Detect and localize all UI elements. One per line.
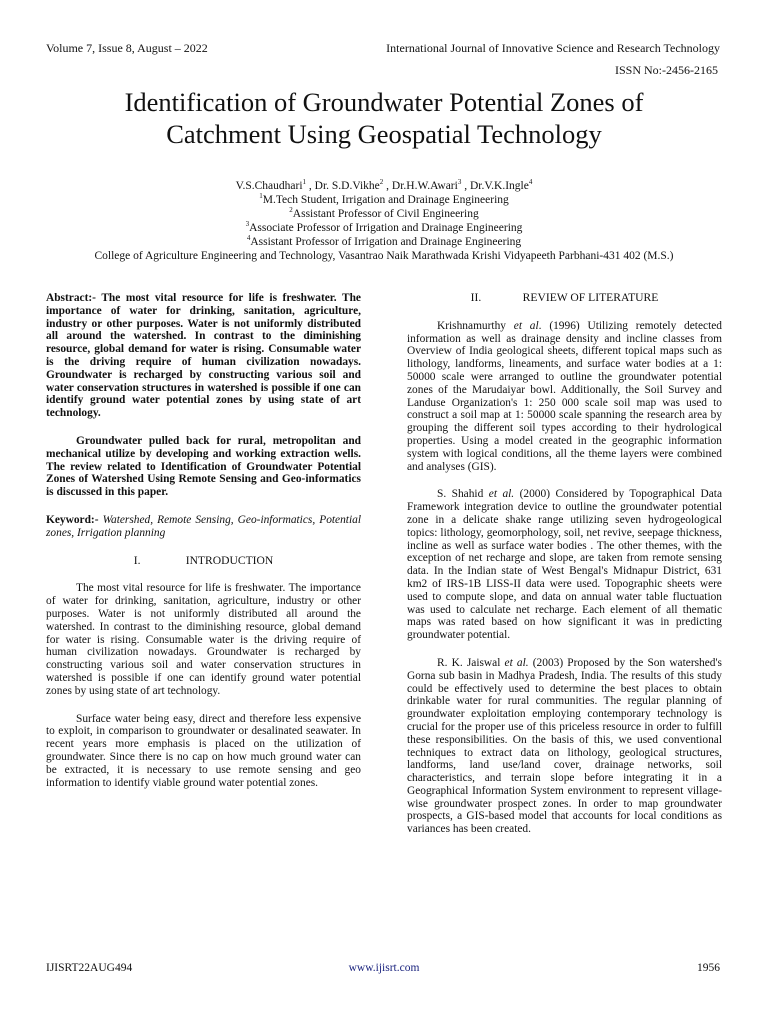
affiliation-mark: 3: [245, 220, 250, 228]
affiliation-mark: 4: [246, 234, 251, 242]
author-separator: ,: [461, 180, 470, 192]
citation-author: S. Shahid: [437, 488, 484, 501]
keywords: [46, 514, 361, 540]
affiliation-text: Assistant Professor of Civil Engineering: [292, 208, 479, 220]
author-separator: ,: [306, 180, 315, 192]
title-line-2: Catchment Using Geospatial Technology: [166, 119, 602, 149]
affiliation-mark: 2: [379, 178, 384, 186]
paragraph-text: . (1996) Utilizing remotely detected information as well as drainage density and incline classes from Overview of India geological sheets, different topical maps such as lithology, landforms, lineaments, and surface water bodies at a 1: 50000 scale were arranged to outline the groundwater potential zones of the Marudaiyar bowl. Additionally, the Soil Survey and Landuse Organization's 1: 250 000 scale soil map was used to construct a soil map at 1: 50000 scale spanning the research area by grouping the different soil types according to their hydrological properties. Using a model created in the geographic information system with logical conditions, all the theme layers were combined and analyses (GIS).: [407, 319, 723, 473]
author-list: [30, 179, 738, 193]
citation-author: R. K. Jaiswal: [437, 656, 501, 669]
section-number: II.: [470, 291, 482, 304]
affiliation-mark: 4: [528, 178, 533, 186]
paragraph-text: (2000) Considered by Topographical Data Framework integration device to outline the groundwater potential zone in a delicate shake range utilizing seven hydrogeological topics: lithology, geomorphology, soil, net revive, seepage thickness, incline as well as surface water bodies . The other themes, with the exception of net recharge and slope, are taken from remote sensing data. In the Indian state of West Bengal's Midnapur District, 631 km2 of IRS-1B LISS-II data were used. Topographic sheets were used to compute slope, and data on annual water table fluctuation was used to calculate net recharge. Each element of all thematic maps was rated based on how significant it was in predicting groundwater potential.: [407, 488, 723, 642]
citation-author: Krishnamurthy: [437, 319, 506, 332]
affiliation-mark: 2: [289, 206, 293, 214]
affiliation: [30, 221, 738, 235]
affiliation-text: M.Tech Student, Irrigation and Drainage Engineering: [262, 194, 509, 206]
section-heading-introduction: [46, 555, 361, 568]
section-heading-review: [407, 292, 722, 305]
right-column: [407, 292, 722, 836]
college-affiliation: College of Agriculture Engineering and Technology, Vasantrao Naik Marathwada Krishi Vidyapeeth Parbhani-431 402 (M.S.): [94, 250, 674, 262]
section-number: I.: [133, 553, 141, 567]
body-paragraph: The most vital resource for life is freshwater. The importance of water for drinking, sanitation, agriculture, industry or other purposes. Water is not uniformly distributed all around the watershed. In contrast to the diminishing resource, global demand for water is rising. Consumable water is the driving require of human civilization nowadays. Groundwater is recharged by constructing various soil and water conservation structures in watershed is possible if one can identify ground water potential zones by using state of art technology.: [46, 582, 361, 697]
section-title: INTRODUCTION: [185, 553, 274, 567]
affiliation-text: Associate Professor of Irrigation and Drainage Engineering: [249, 222, 523, 234]
author-name: Dr.H.W.Awari: [391, 180, 458, 192]
page-number: 1956: [697, 962, 720, 974]
author-name: Dr. S.D.Vikhe: [314, 180, 380, 192]
keywords-text: Watershed, Remote Sensing, Geo-informatics, Potential zones, Irrigation planning: [46, 513, 361, 539]
author-block: [30, 179, 738, 263]
journal-volume: Volume 7, Issue 8, August – 2022: [46, 41, 208, 55]
abstract-paragraph: Abstract:- The most vital resource for life is freshwater. The importance of water for drinking, sanitation, agriculture, industry or other purposes. Water is not uniformly distributed all around the watershed. In contrast to the diminishing resource, global demand for water is rising. Consumable water is the driving require of human civilization nowadays. Groundwater is recharged by constructing various soil and water conservation structures in watershed is possible if one can identify ground water potential zones by using state of art technology.: [46, 292, 361, 420]
author-name: Dr.V.K.Ingle: [469, 180, 529, 192]
affiliation-mark: 1: [302, 178, 307, 186]
journal-name: International Journal of Innovative Science and Research Technology: [386, 41, 720, 55]
citation-etal: et al.: [488, 488, 515, 501]
body-paragraph: [407, 320, 722, 474]
affiliation-mark: 3: [457, 178, 462, 186]
abstract-paragraph: Groundwater pulled back for rural, metropolitan and mechanical utilize by developing and working extraction wells. The review related to Identification of Groundwater Potential Zones of Watershed Using Remote Sensing and Geo-informatics is discussed in this paper.: [46, 434, 361, 499]
body-paragraph: [407, 488, 722, 642]
citation-etal: et al: [513, 319, 539, 332]
affiliation: [30, 235, 738, 249]
author-separator: ,: [383, 180, 392, 192]
author-name: V.S.Chaudhari: [235, 180, 303, 192]
website-link[interactable]: www.ijisrt.com: [348, 962, 420, 974]
affiliation: [30, 193, 738, 207]
affiliation-text: Assistant Professor of Irrigation and Drainage Engineering: [250, 236, 522, 248]
section-title: REVIEW OF LITERATURE: [522, 291, 659, 304]
title-line-1: Identification of Groundwater Potential Zones of: [124, 87, 644, 117]
paper-title: [30, 86, 738, 150]
paper-code: IJISRT22AUG494: [46, 962, 133, 974]
issn: ISSN No:-2456-2165: [614, 63, 718, 77]
affiliation-mark: 1: [259, 192, 263, 200]
paragraph-text: (2003) Proposed by the Son watershed's Gorna sub basin in Madhya Pradesh, India. The results of this study could be effectively used to determine the best places to obtain drinkable water for rural communities. The regular planning of groundwater exploitation employing contemporary technology is crucial for the proper use of this priceless resource in order to fulfill these responsibilities. On the basis of this, we used conventional techniques to extract data on lithology, geological structures, landforms, land use/land cover, drainage networks, soil characteristics, and terrain slope before integrating it in a Geographical Information System environment to represent village-wise groundwater prospect zones. In order to map groundwater prospects, a GIS-based model that accounts for local conditions as variances has been created.: [407, 656, 722, 836]
body-paragraph: Surface water being easy, direct and therefore less expensive to exploit, in comparison to groundwater or desalinated seawater. In recent years more emphasis is placed on the utilization of groundwater. Since there is no cap on how much ground water can be extracted, it is necessary to use remote sensing and geo information to identify viable ground water potential zones.: [46, 712, 361, 789]
left-column: [46, 292, 361, 789]
body-paragraph: [407, 657, 722, 836]
affiliation: [30, 207, 738, 221]
citation-etal: et al.: [504, 656, 529, 669]
keywords-label: Keyword:-: [46, 513, 99, 526]
